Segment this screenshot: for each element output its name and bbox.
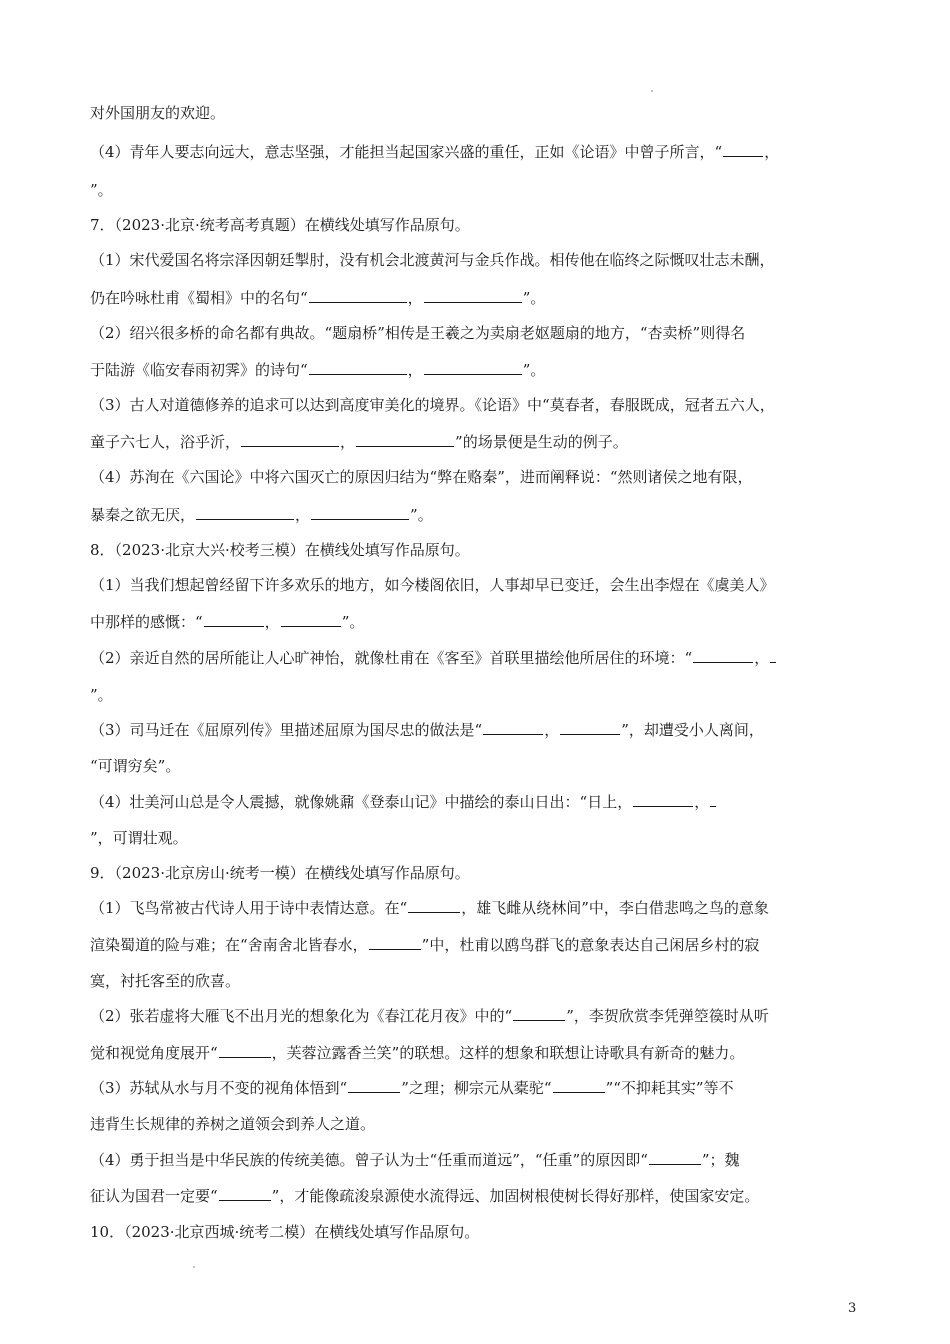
answer-blank[interactable] <box>693 648 753 663</box>
text-line: 觉和视觉角度展开“ ，芙蓉泣露香兰笑”的联想。这样的想象和联想让诗歌具有新奇的魅力。 <box>90 1044 745 1062</box>
text-line: （3）苏轼从水与月不变的视角体悟到“ ”之理；柳宗元从橐驼“ ”“不抑耗其实”等不 <box>90 1079 734 1097</box>
decor-dot <box>651 90 653 92</box>
answer-blank[interactable] <box>513 1006 565 1021</box>
answer-blank[interactable] <box>770 648 776 663</box>
text-line: （2）张若虚将大雁飞不出月光的想象化为《春江花月夜》中的“ ”，李贺欣赏李凭弹箜篌时从听 <box>90 1007 769 1025</box>
text-line: （2）绍兴很多桥的命名都有典故。“题扇桥”相传是王羲之为卖扇老妪题扇的地方，“杏卖桥”则得名 <box>90 324 746 342</box>
text-line: 暴秦之欲无厌， ， ”。 <box>90 506 433 524</box>
answer-blank[interactable] <box>649 1150 701 1165</box>
text-line: 7．（2023·北京·统考高考真题）在横线处填写作品原句。 <box>90 216 470 234</box>
answer-blank[interactable] <box>196 505 294 520</box>
answer-blank[interactable] <box>560 720 620 735</box>
text-line: 10．（2023·北京西城·统考二模）在横线处填写作品原句。 <box>90 1223 480 1241</box>
answer-blank[interactable] <box>369 935 421 950</box>
answer-blank[interactable] <box>219 1186 271 1201</box>
text-line: （1）宋代爱国名将宗泽因朝廷掣肘，没有机会北渡黄河与金兵作战。相传他在临终之际慨叹壮志未酬， <box>90 251 775 269</box>
answer-blank[interactable] <box>241 432 339 447</box>
answer-blank[interactable] <box>309 360 407 375</box>
text-line: ”。 <box>90 181 113 199</box>
text-line: （3）古人对道德修养的追求可以达到高度审美化的境界。《论语》中“莫春者，春服既成，冠者五六人， <box>90 396 775 414</box>
text-line: 寞，衬托客至的欣喜。 <box>90 972 241 990</box>
answer-blank[interactable] <box>553 1078 605 1093</box>
text-line: （4）苏洵在《六国论》中将六国灭亡的原因归结为“弊在赂秦”，进而阐释说：“然则诸侯之地有限， <box>90 468 753 486</box>
answer-blank[interactable] <box>633 792 693 807</box>
text-line: 于陆游《临安春雨初霁》的诗句“ ， ”。 <box>90 361 546 379</box>
text-line: 8．（2023·北京大兴·校考三模）在横线处填写作品原句。 <box>90 541 470 559</box>
answer-blank[interactable] <box>348 1078 400 1093</box>
text-line: ”，可谓壮观。 <box>90 829 188 847</box>
text-line: （2）亲近自然的居所能让人心旷神怡，就像杜甫在《客至》首联里描绘他所居住的环境：“ ， <box>90 648 777 668</box>
text-line: 仍在吟咏杜甫《蜀相》中的名句“ ， ”。 <box>90 289 546 307</box>
answer-blank[interactable] <box>408 898 460 913</box>
text-line: （1）飞鸟常被古代诗人用于诗中表情达意。在“ ，雄飞雌从绕林间”中，李白借悲鸣之鸟的意象 <box>90 899 769 917</box>
text-line: （4）壮美河山总是令人震撼，就像姚鼐《登泰山记》中描绘的泰山日出：“日上， ， <box>90 792 717 812</box>
text-line: （4）勇于担当是中华民族的传统美德。曾子认为士“任重而道远”，“任重”的原因即“ ”；魏 <box>90 1151 740 1169</box>
text-line: 违背生长规律的养树之道领会到养人之道。 <box>90 1115 376 1133</box>
answer-blank[interactable] <box>356 432 454 447</box>
answer-blank[interactable] <box>219 1043 271 1058</box>
text-line: 对外国朋友的欢迎。 <box>90 104 226 122</box>
answer-blank[interactable] <box>281 612 341 627</box>
text-line: （1）当我们想起曾经留下许多欢乐的地方，如今楼阁依旧，人事却早已变迁，会生出李煜在《虞美人》 <box>90 576 775 594</box>
text-line: “可谓穷矣”。 <box>90 757 181 775</box>
answer-blank[interactable] <box>204 612 264 627</box>
text-line: （4）青年人要志向远大，意志坚强，才能担当起国家兴盛的重任，正如《论语》中曾子所言，“ ， <box>90 143 780 161</box>
text-line: 9．（2023·北京房山·统考一模）在横线处填写作品原句。 <box>90 864 470 882</box>
answer-blank[interactable] <box>424 288 522 303</box>
answer-blank[interactable] <box>710 792 716 807</box>
answer-blank[interactable] <box>723 142 763 157</box>
text-line: 童子六七人，浴乎沂， ， ”的场景便是生动的例子。 <box>90 433 628 451</box>
decor-dot <box>193 1266 195 1268</box>
answer-blank[interactable] <box>424 360 522 375</box>
answer-blank[interactable] <box>311 505 409 520</box>
text-line: ”。 <box>90 686 113 704</box>
text-line: （3）司马迁在《屈原列传》里描述屈原为国尽忠的做法是“ ， ”，却遭受小人离间， <box>90 721 764 739</box>
answer-blank[interactable] <box>309 288 407 303</box>
page-number: 3 <box>848 1301 857 1316</box>
text-line: 征认为国君一定要“ ”，才能像疏浚泉源使水流得远、加固树根使树长得好那样，使国家安定。 <box>90 1187 760 1205</box>
answer-blank[interactable] <box>483 720 543 735</box>
text-line: 中那样的感慨：“ ， ”。 <box>90 613 365 631</box>
text-line: 渲染蜀道的险与难；在“舍南舍北皆春水， ”中，杜甫以鸥鸟群飞的意象表达自己闲居乡村的寂 <box>90 936 760 954</box>
